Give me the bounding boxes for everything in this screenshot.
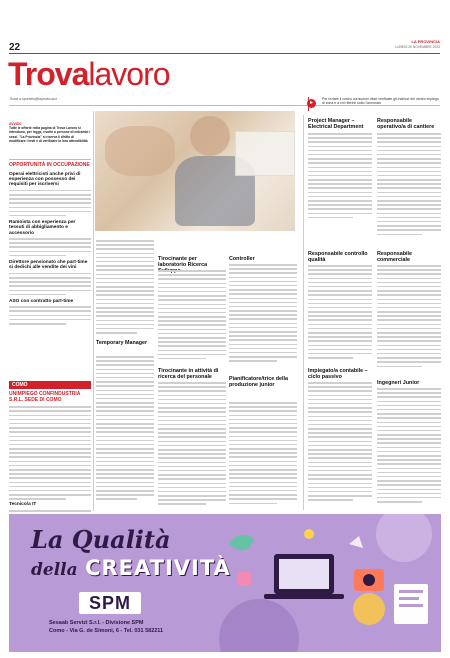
section-title [8, 56, 170, 92]
heading-responsabile-qualita: Responsabile controllo qualità [308, 251, 368, 263]
ad-creativita: CREATIVITÀ [85, 556, 231, 580]
col3-text-a [158, 270, 226, 365]
heading-impiegato-contabile: Impiegato/a contabile – ciclo passivo [308, 368, 368, 380]
company-unimpiego: UNIMPIEGO CONFINDUSTRIA S.R.L. SEDE DI COMO [9, 391, 81, 403]
avviso-block [9, 122, 91, 156]
ad-headline-1: La Qualità [31, 525, 171, 554]
col5-text-c [308, 382, 372, 510]
heading-responsabile-commerciale: Responsabile commerciale [377, 251, 413, 263]
heading-aso: ASO con contratto part-time [9, 298, 74, 304]
heading-ingegneri-junior: Ingegneri Junior [377, 380, 420, 386]
ad-company: Sesaab Servizi S.r.l. - Divisione SPM [49, 620, 144, 626]
heading-tecnico-it: Tecnico/a IT [9, 502, 37, 508]
heading-tirocinante-personale: Tirocinante in attività di ricerca del personale [158, 368, 219, 380]
ad-headline-2 [31, 556, 231, 580]
header-rule [9, 53, 440, 54]
section-como: COMO [12, 382, 28, 388]
avviso-rule [9, 159, 91, 160]
heading-temporary-manager: Temporary Manager [96, 340, 154, 346]
notice-box [308, 97, 440, 111]
col5-text-a [308, 133, 372, 223]
col3-text-b [158, 382, 226, 510]
col2-text-b [96, 356, 154, 510]
col6-text-a [377, 133, 441, 243]
como-bar [9, 381, 91, 389]
heading-pianificatore: Pianificatore/trice della produzione junior [229, 376, 289, 388]
publication-date: LUNEDÌ 20 NOVEMBRE 2023 [395, 45, 440, 49]
col6-text-b [377, 265, 441, 375]
notice-text: Per inviare il vostro curriculum vitae verificate gli indirizzi del centro impiego di zona e a chi riferirsi sotto l'annuncio [322, 97, 439, 106]
heading-direttore: Direttore pensionato che part-time si dedichi alle vendite dei vini [9, 260, 88, 271]
arrow-icon: ▸ [307, 99, 316, 108]
heading-elettricisti: Operai elettricisti anche privi di esperienza con possesso dei requisiti per iscriversi [9, 171, 81, 188]
ad-della: della [31, 560, 78, 580]
col5-text-b [308, 265, 372, 365]
ad-address: Como - Via G. de Simoni, 6 - Tel. 031 582211 [49, 628, 164, 634]
page-number: 22 [9, 42, 21, 53]
col4-text-b [229, 402, 297, 510]
spm-advertisement[interactable] [9, 514, 441, 652]
heading-project-manager: Project Manager – Electrical Department [308, 118, 364, 130]
spm-logo [79, 592, 141, 614]
col4-text-a [229, 264, 297, 369]
heading-responsabile-operativo: Responsabile operativo/a di cantiere [377, 118, 435, 130]
col6-text-c [377, 388, 441, 510]
section-opportunita: OPPORTUNITÀ IN OCCUPAZIONE [9, 162, 90, 168]
heading-tirocinante-ricerca-sviluppo: Tirocinante per laboratorio Ricerca [158, 256, 208, 268]
heading-controller: Controller [229, 256, 255, 262]
spm-brand: SPM [88, 593, 131, 613]
title-trova: Trova [8, 56, 89, 92]
email-line[interactable]: Scrivi a sportello@laprovincia.it [10, 97, 58, 101]
avviso-label: AVVISO [9, 122, 22, 126]
publication-name: LA PROVINCIA [411, 39, 440, 44]
heading-ramoista: Ramoista con esperienza per tessuti di abbigliamento e accessorio [9, 219, 76, 236]
avviso-text: Tutte le offerte nella pagina di Trova Lavoro si intendono, per legge, rivolte a persone di entrambi i sessi. "La Provincia" si riserva il diritto di modificare i testi e di verificare la loro attendibilità [9, 126, 91, 143]
title-lavoro: lavoro [88, 56, 170, 92]
hero-photo [95, 111, 295, 231]
left-column [9, 163, 91, 328]
left-column-como [9, 392, 91, 520]
